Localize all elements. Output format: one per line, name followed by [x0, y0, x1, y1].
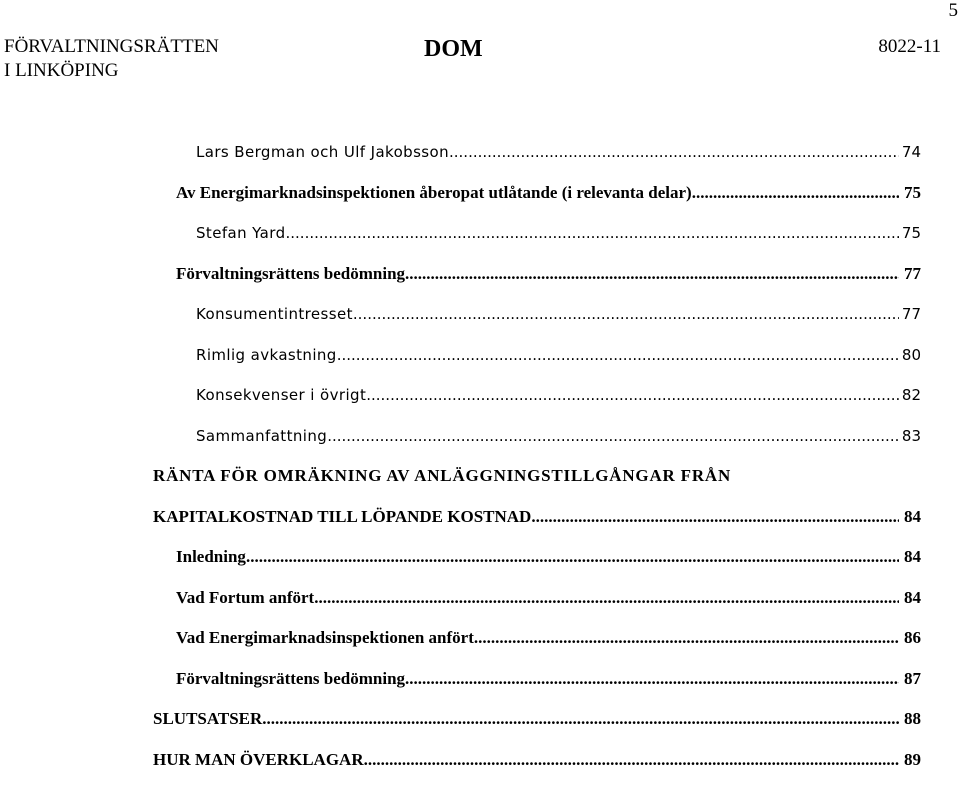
toc-entry-title: HUR MAN ÖVERKLAGAR [153, 746, 364, 774]
dot-leader [449, 138, 899, 166]
toc-entry-title: Lars Bergman och Ulf Jakobsson [196, 138, 449, 166]
dot-leader [353, 300, 899, 328]
toc-entry-page: 82 [899, 381, 921, 409]
table-of-contents [0, 138, 960, 786]
toc-entry-page: 80 [899, 341, 921, 369]
toc-entry[interactable] [0, 422, 960, 463]
page-number: 5 [949, 0, 959, 22]
case-number: 8022-11 [878, 35, 941, 59]
toc-entry-title: Vad Fortum anfört [176, 584, 314, 612]
toc-entry-page: 84 [899, 543, 921, 571]
toc-entry[interactable] [0, 381, 960, 422]
toc-entry-page: 75 [899, 179, 921, 207]
toc-entry[interactable] [0, 584, 960, 625]
toc-entry-title: Inledning [176, 543, 246, 571]
toc-entry-page: 87 [899, 665, 921, 693]
toc-entry-title: Konsekvenser i övrigt [196, 381, 366, 409]
toc-entry-title: Av Energimarknadsinspektionen åberopat utlåtande (i relevanta delar) [176, 179, 692, 207]
toc-entry-title: Vad Energimarknadsinspektionen anfört [176, 624, 474, 652]
toc-entry-page: 89 [899, 746, 921, 774]
court-name-line1: FÖRVALTNINGSRÄTTEN [4, 35, 219, 59]
dot-leader [474, 624, 899, 652]
toc-entry[interactable] [0, 624, 960, 665]
toc-entry-page: 77 [899, 260, 921, 288]
dot-leader [364, 746, 899, 774]
dot-leader [262, 705, 899, 733]
dot-leader [314, 584, 899, 612]
toc-entry[interactable] [0, 138, 960, 179]
toc-entry[interactable] [0, 260, 960, 301]
toc-entry[interactable] [0, 341, 960, 382]
toc-entry-title: Rimlig avkastning [196, 341, 337, 369]
toc-entry-page: 84 [899, 584, 921, 612]
document-type: DOM [424, 35, 483, 63]
toc-entry-page: 84 [899, 503, 921, 531]
toc-entry-page: 75 [899, 219, 921, 247]
toc-entry[interactable] [0, 705, 960, 746]
toc-entry-title: Sammanfattning [196, 422, 327, 450]
toc-entry-page: 74 [899, 138, 921, 166]
toc-entry-page: 83 [899, 422, 921, 450]
toc-entry[interactable] [0, 179, 960, 220]
toc-entry[interactable] [0, 503, 960, 544]
toc-entry-title: Stefan Yard [196, 219, 286, 247]
toc-entry[interactable] [0, 300, 960, 341]
dot-leader [366, 381, 899, 409]
toc-entry[interactable] [0, 219, 960, 260]
court-name-line2: I LINKÖPING [4, 59, 219, 83]
dot-leader [286, 219, 900, 247]
toc-entry-title: Förvaltningsrättens bedömning [176, 260, 405, 288]
toc-entry[interactable] [0, 543, 960, 584]
toc-entry-title: Förvaltningsrättens bedömning [176, 665, 405, 693]
toc-entry-title: Konsumentintresset [196, 300, 353, 328]
toc-entry-wrapped-line[interactable] [0, 462, 960, 503]
toc-entry-page: 86 [899, 624, 921, 652]
court-name [4, 35, 219, 83]
toc-entry-title: SLUTSATSER [153, 705, 262, 733]
dot-leader [692, 179, 899, 207]
toc-entry-title-line1: RÄNTA FÖR OMRÄKNING AV ANLÄGGNINGSTILLGÅNGAR FRÅN [153, 462, 731, 490]
dot-leader [405, 665, 899, 693]
toc-entry[interactable] [0, 665, 960, 706]
dot-leader [246, 543, 899, 571]
dot-leader [405, 260, 899, 288]
toc-entry-title: KAPITALKOSTNAD TILL LÖPANDE KOSTNAD [153, 503, 531, 531]
toc-entry-page: 77 [899, 300, 921, 328]
toc-entry-page: 88 [899, 705, 921, 733]
dot-leader [327, 422, 899, 450]
dot-leader [337, 341, 899, 369]
dot-leader [531, 503, 899, 531]
